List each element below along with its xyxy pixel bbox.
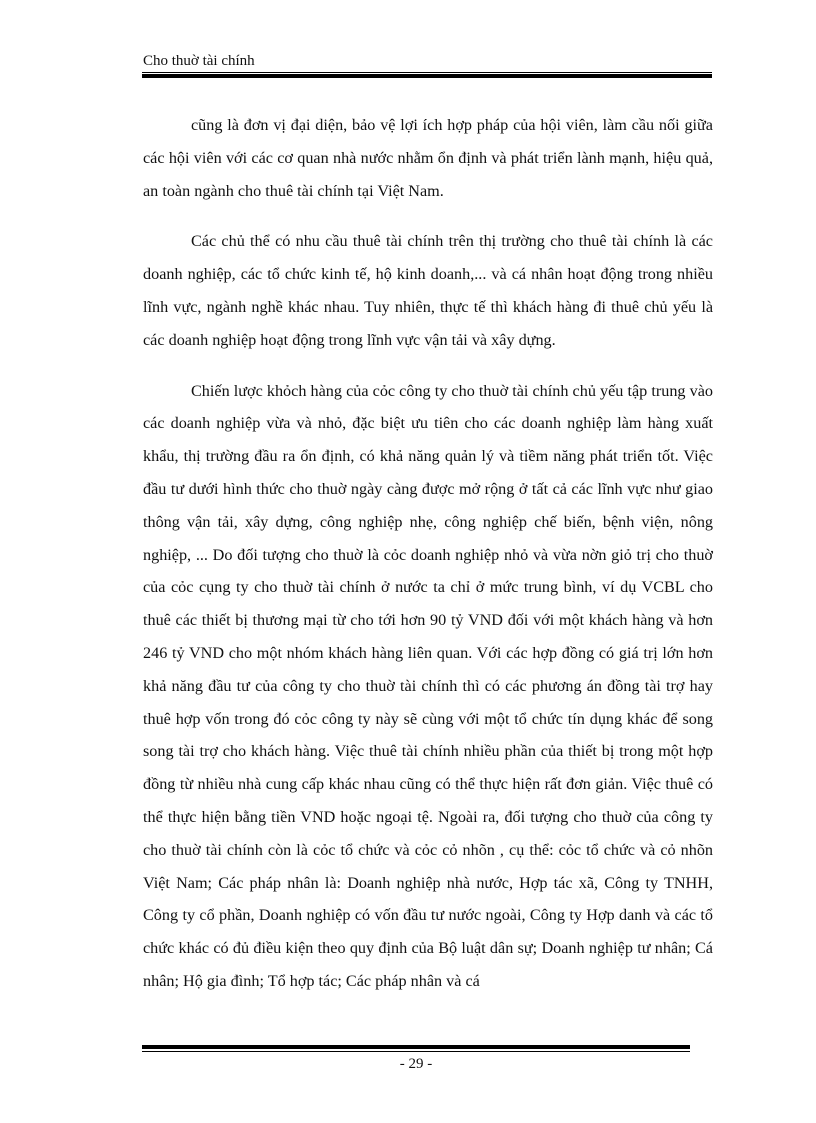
paragraph-line: làm hàng xuất khẩu, thị trường đầu ra ổn định, có khả năng quản lý và tiềm năng [143,414,713,466]
paragraph-line: hàng. Việc thuê tài chính nhiều phần của thiết bị trong một hợp đồng từ nhiều [143,742,714,794]
paragraph-line: phát triển tốt. Việc đầu tư dưới hình thức cho thuờ ngày càng được mở rộng ở tất [143,447,713,498]
paragraph-line: chế biến, bệnh viện, nông nghiệp, ... Do đối tượng cho thuờ là cỏc doanh nghiệp [143,512,714,564]
paragraph-1 [143,109,713,207]
paragraph-line: liên quan. Với các hợp đồng có giá trị lớn hơn khả năng đầu tư của công ty cho [143,643,713,695]
paragraph-line: ở mức trung bình, ví dụ VCBL cho thuê các thiết bị thương mại từ cho tới hơn 90 [143,578,713,630]
paragraph-line: nhà cung cấp khác nhau cũng có thể thực hiện rất đơn giản. Việc thuê có thể thực [143,775,714,826]
paragraph-line: thuờ tài chính còn là cỏc tổ chức và cỏc cỏ nhõn , cụ thể: cỏc tổ chức và cỏ nhõn [171,840,714,859]
paragraph-line: trong nhiều lĩnh vực, ngành nghề khác nhau. Tuy nhiên, thực tế thì khách hàng đi [143,265,713,316]
paragraph-line: mạnh, hiệu quả, an toàn ngành cho thuê tài chính tại Việt Nam. [143,148,713,200]
paragraph-line: Các chủ thể có nhu cầu thuê tài chính trên thị trường cho thuê tài chính là [191,232,687,251]
header-rule-thin [142,72,712,73]
paragraph-line: hiện bằng tiền VND hoặc ngoại tệ. Ngoài ra, đối tượng cho thuờ của công ty cho [143,807,714,859]
footer-rule-thick [142,1045,690,1049]
paragraph-line: công ty này sẽ cùng với một tổ chức tín dụng khác để song song tài trợ cho khách [143,709,714,761]
paragraph-line: thuờ tài chính thì có các phương án đồng tài trợ hay thuê hợp vốn trong đó cỏc [143,676,714,728]
running-header-title: Cho thuờ tài chính [143,53,255,69]
header-rule-thick [142,74,712,78]
body-text [143,109,713,998]
paragraph-2 [143,225,713,356]
footer-rule-thin [142,1051,690,1052]
paragraph-line: nhỏ và vừa nờn giỏ trị cho thuờ của cỏc cụng ty cho thuờ tài chính ở nước ta chỉ [143,545,713,597]
paragraph-line: danh và các tổ chức khác có đủ điều kiện theo quy định của Bộ luật dân sự; [143,906,714,958]
paragraph-line: thuê chủ yếu là các doanh nghiệp hoạt động trong lĩnh vực vận tải và xây dựng. [143,297,714,349]
paragraph-line: cũng là đơn vị đại diện, bảo vệ lợi ích hợp pháp của hội viên, làm cầu nối [191,116,680,134]
paragraph-line: giữa các hội viên với các cơ quan nhà nước nhằm ổn định và phát triển lành [143,116,713,167]
paragraph-line: các doanh nghiệp, các tổ chức kinh tế, hộ kinh doanh,... và cá nhân hoạt động [143,232,713,284]
paragraph-line: tỷ VND đối với một khách hàng và hơn 246 tỷ VND cho một nhóm khách hàng [143,611,714,662]
paragraph-line: Doanh nghiệp tư nhân; Cá nhân; Hộ gia đình; Tổ hợp tác; Các pháp nhân và cá [143,939,713,990]
paragraph-line: Việt Nam; Các pháp nhân là: Doanh nghiệp nhà nước, Hợp tác xã, Công ty [143,873,659,892]
paragraph-line: cả các lĩnh vực như giao thông vận tải, xây dựng, công nghiệp nhẹ, công nghiệp [143,479,713,531]
paragraph-3 [143,375,713,998]
page-number: - 29 - [399,1056,433,1072]
paragraph-line: Chiến lược khỏch hàng của cỏc công ty cho thuờ tài chính chủ yếu tập [191,381,648,400]
paragraph-line: TNHH, Công ty cổ phần, Doanh nghiệp có vốn đầu tư nước ngoài, Công ty Hợp [143,873,713,925]
paragraph-line: trung vào các doanh nghiệp vừa và nhỏ, đặc biệt ưu tiên cho các doanh nghiệp [143,381,713,433]
